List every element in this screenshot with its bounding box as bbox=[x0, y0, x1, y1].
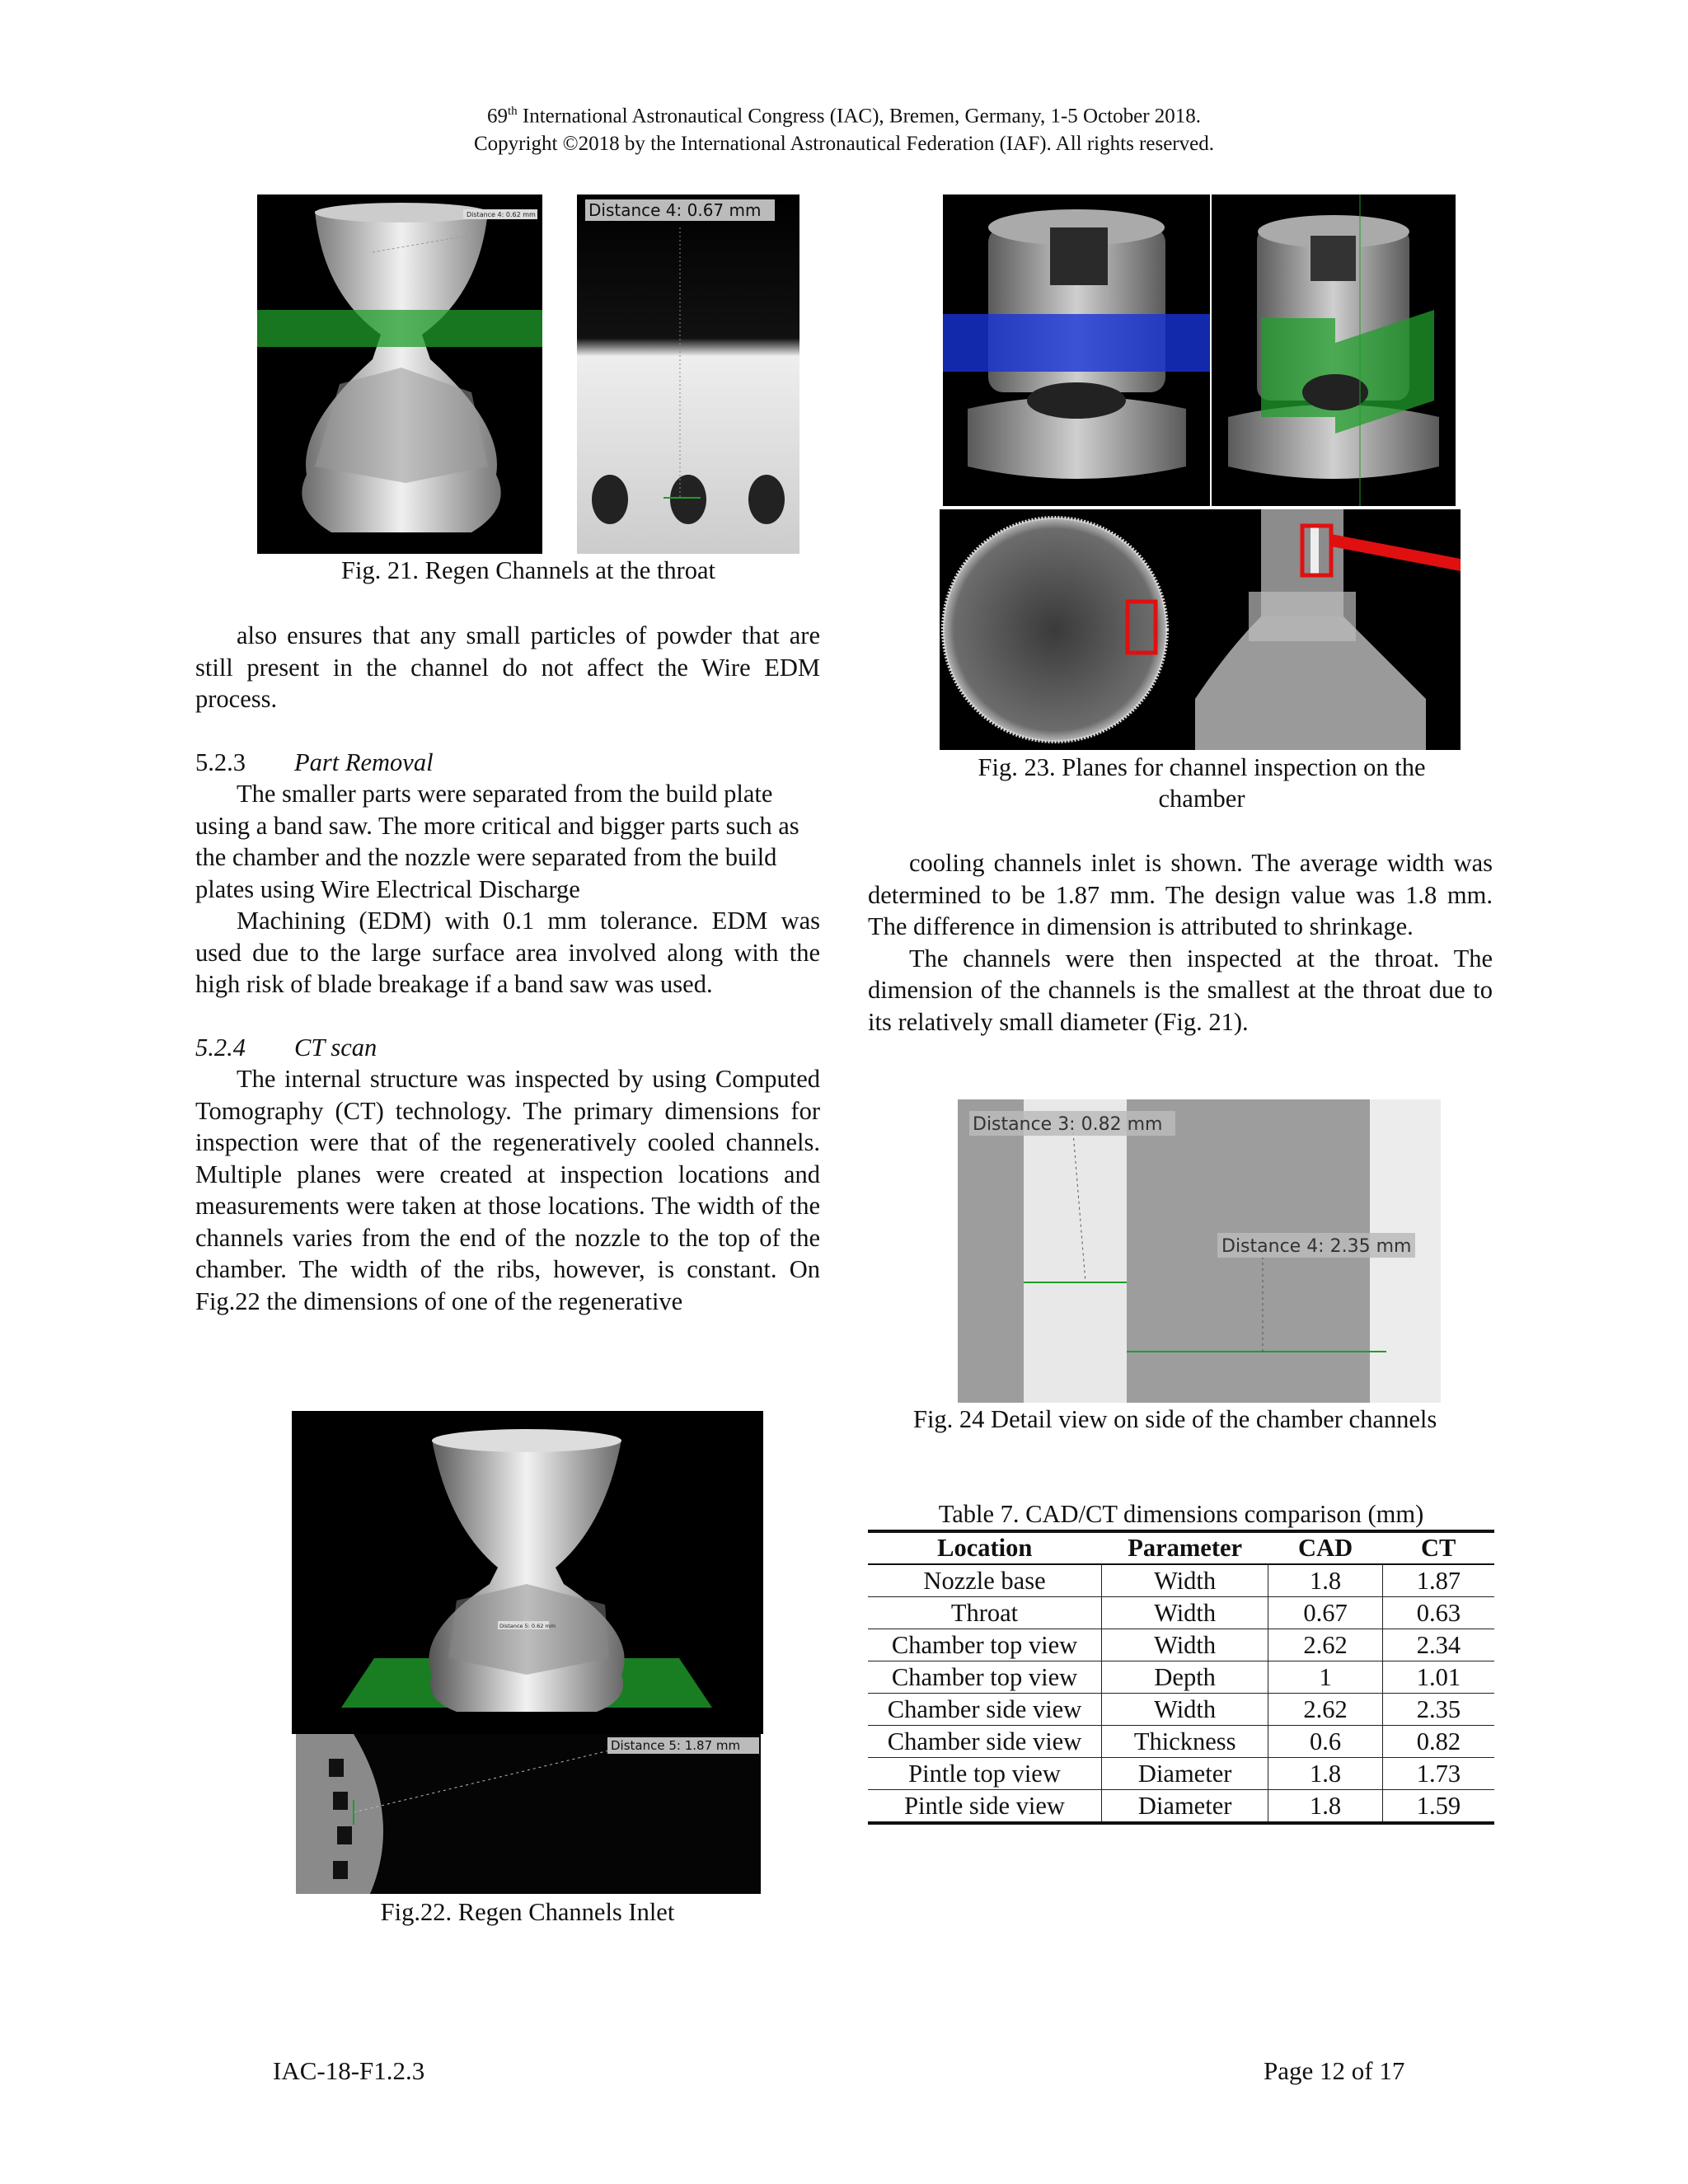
cell-cad: 1 bbox=[1268, 1661, 1383, 1694]
cell-parameter: Width bbox=[1102, 1629, 1268, 1661]
cell-ct: 1.87 bbox=[1382, 1564, 1494, 1597]
fig23-bottom-left-image bbox=[940, 509, 1179, 750]
table-row bbox=[868, 1597, 1494, 1629]
fig23-bottom-right-image bbox=[1179, 509, 1461, 750]
table-row bbox=[868, 1726, 1494, 1758]
section-5-2-3-heading: 5.2.3 Part Removal bbox=[195, 748, 434, 776]
cell-location: Chamber side view bbox=[868, 1694, 1102, 1726]
cell-parameter: Width bbox=[1102, 1564, 1268, 1597]
right-column bbox=[868, 847, 1493, 1038]
header-line-2: Copyright ©2018 by the International Astronautical Federation (IAF). All rights reserved. bbox=[474, 133, 1214, 156]
table-row bbox=[868, 1758, 1494, 1790]
fig22-top-image bbox=[292, 1411, 763, 1734]
cell-location: Chamber top view bbox=[868, 1629, 1102, 1661]
cell-parameter: Width bbox=[1102, 1694, 1268, 1726]
fig21-left-overlay: Distance 4: 0.62 mm bbox=[467, 211, 536, 218]
table-row bbox=[868, 1629, 1494, 1661]
page-header bbox=[0, 97, 1688, 158]
cell-cad: 1.8 bbox=[1268, 1790, 1383, 1824]
left-para-3: Machining (EDM) with 0.1 mm tolerance. EDM was used due to the large surface area involved along with the high risk of blade breakage if a band saw was used. bbox=[195, 907, 820, 998]
table7-header-ct: CT bbox=[1382, 1531, 1494, 1564]
fig21-right-image bbox=[577, 194, 799, 554]
cell-parameter: Diameter bbox=[1102, 1790, 1268, 1824]
fig21-right-overlay: Distance 4: 0.67 mm bbox=[588, 200, 762, 220]
right-para-1: cooling channels inlet is shown. The average width was determined to be 1.87 mm. The design value was 1.8 mm. The difference in dimension is attributed to shrinkage. bbox=[868, 849, 1493, 940]
cell-cad: 0.6 bbox=[1268, 1726, 1383, 1758]
cell-location: Pintle side view bbox=[868, 1790, 1102, 1824]
cell-parameter: Diameter bbox=[1102, 1758, 1268, 1790]
table-row bbox=[868, 1790, 1494, 1824]
cell-location: Throat bbox=[868, 1597, 1102, 1629]
table-row bbox=[868, 1564, 1494, 1597]
table7-header-row bbox=[868, 1531, 1494, 1564]
fig22-bottom-image bbox=[296, 1734, 761, 1894]
fig21-left-image bbox=[257, 194, 542, 554]
left-para-4: The internal structure was inspected by using Computed Tomography (CT) technology. The primary dimensions for inspection were that of the regeneratively cooled channels. Multiple planes were created at inspection locations and measurements were taken at those locations. The width of the channels varies from the end of the nozzle to the top of the chamber. The width of the ribs, however, is constant. On Fig.22 the dimensions of one of the regenerative bbox=[195, 1065, 820, 1315]
cell-parameter: Thickness bbox=[1102, 1726, 1268, 1758]
section-5-2-4-heading: 5.2.4 CT scan bbox=[195, 1033, 377, 1062]
left-para-2: The smaller parts were separated from the build plate using a band saw. The more critical and bigger parts such as the chamber and the nozzle were separated from the build plates using Wire Electrical Discharge bbox=[195, 780, 799, 903]
cell-cad: 2.62 bbox=[1268, 1629, 1383, 1661]
fig24-image bbox=[958, 1099, 1441, 1403]
right-para-2: The channels were then inspected at the throat. The dimension of the channels is the smallest at the throat due to its relatively small diameter (Fig. 21). bbox=[868, 944, 1493, 1036]
fig21-caption: Fig. 21. Regen Channels at the throat bbox=[340, 556, 716, 584]
cell-cad: 1.8 bbox=[1268, 1564, 1383, 1597]
fig23-caption-line-1: Fig. 23. Planes for channel inspection on the bbox=[978, 753, 1426, 781]
table7-header-location: Location bbox=[868, 1531, 1102, 1564]
cell-ct: 1.59 bbox=[1382, 1790, 1494, 1824]
table7-header-parameter: Parameter bbox=[1102, 1531, 1268, 1564]
cell-cad: 0.67 bbox=[1268, 1597, 1383, 1629]
fig23-top-left-image bbox=[943, 194, 1210, 506]
table7 bbox=[868, 1530, 1494, 1825]
fig23-top-right-image bbox=[1212, 194, 1456, 506]
cell-ct: 2.34 bbox=[1382, 1629, 1494, 1661]
table7-title: Table 7. CAD/CT dimensions comparison (mm) bbox=[938, 1500, 1424, 1528]
fig24-overlay-a: Distance 3: 0.82 mm bbox=[973, 1114, 1163, 1135]
fig23-caption bbox=[943, 752, 1461, 814]
table7-header-cad: CAD bbox=[1268, 1531, 1383, 1564]
cell-ct: 1.01 bbox=[1382, 1661, 1494, 1694]
footer-page-number: Page 12 of 17 bbox=[1264, 2056, 1405, 2085]
fig24-caption: Fig. 24 Detail view on side of the chamber channels bbox=[913, 1405, 1437, 1433]
cell-ct: 1.73 bbox=[1382, 1758, 1494, 1790]
cell-cad: 2.62 bbox=[1268, 1694, 1383, 1726]
footer-paper-id: IAC-18-F1.2.3 bbox=[273, 2056, 425, 2085]
cell-ct: 0.63 bbox=[1382, 1597, 1494, 1629]
cell-location: Chamber top view bbox=[868, 1661, 1102, 1694]
cell-location: Chamber side view bbox=[868, 1726, 1102, 1758]
fig22-caption: Fig.22. Regen Channels Inlet bbox=[380, 1898, 675, 1926]
fig23-caption-line-2: chamber bbox=[1158, 785, 1245, 813]
header-line-1: 69th International Astronautical Congress (IAC), Bremen, Germany, 1-5 October 2018. bbox=[486, 105, 1202, 128]
cell-cad: 1.8 bbox=[1268, 1758, 1383, 1790]
cell-parameter: Width bbox=[1102, 1597, 1268, 1629]
fig22-bottom-overlay: Distance 5: 1.87 mm bbox=[611, 1738, 741, 1753]
cell-location: Pintle top view bbox=[868, 1758, 1102, 1790]
cell-location: Nozzle base bbox=[868, 1564, 1102, 1597]
cell-ct: 2.35 bbox=[1382, 1694, 1494, 1726]
cell-ct: 0.82 bbox=[1382, 1726, 1494, 1758]
fig24-overlay-b: Distance 4: 2.35 mm bbox=[1221, 1236, 1412, 1257]
fig22-top-overlay: Distance 5: 0.62 mm bbox=[499, 1623, 556, 1629]
left-column bbox=[195, 620, 820, 1317]
cell-parameter: Depth bbox=[1102, 1661, 1268, 1694]
table-row bbox=[868, 1694, 1494, 1726]
left-para-1: also ensures that any small particles of powder that are still present in the channel do not affect the Wire EDM process. bbox=[195, 621, 820, 713]
table-row bbox=[868, 1661, 1494, 1694]
